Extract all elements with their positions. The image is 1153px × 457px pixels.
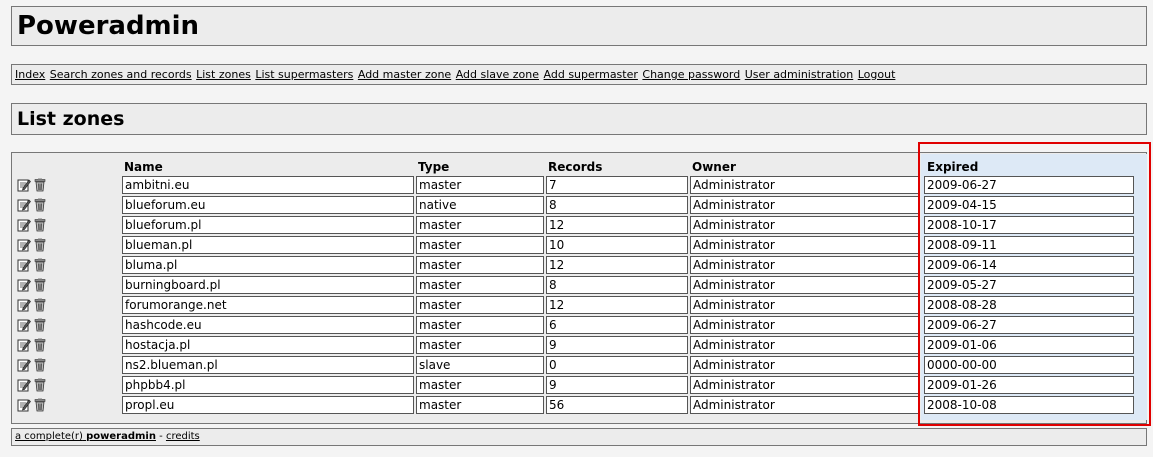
zone-type: master (416, 256, 544, 274)
zone-expired: 2009-04-15 (924, 196, 1134, 214)
edit-icon[interactable] (17, 218, 31, 232)
zone-expired: 2008-08-28 (924, 296, 1134, 314)
zone-expired: 2008-10-17 (924, 216, 1134, 234)
zone-name[interactable]: ambitni.eu (122, 176, 414, 194)
footer-credits-link[interactable]: credits (165, 431, 200, 442)
zone-type: master (416, 296, 544, 314)
table-row (17, 256, 1134, 274)
header-actions (17, 157, 120, 174)
zone-type: slave (416, 356, 544, 374)
zone-type: master (416, 336, 544, 354)
footer-poweradmin-link[interactable] (15, 431, 156, 442)
zone-type: master (416, 276, 544, 294)
zone-expired: 2008-09-11 (924, 236, 1134, 254)
zone-expired: 0000-00-00 (924, 356, 1134, 374)
table-row (17, 176, 1134, 194)
delete-icon[interactable] (33, 378, 47, 392)
zone-records: 9 (546, 376, 688, 394)
zone-type: master (416, 236, 544, 254)
zone-owner: Administrator (690, 396, 920, 414)
header-name: Name (124, 160, 163, 174)
table-row (17, 376, 1134, 394)
delete-icon[interactable] (33, 298, 47, 312)
row-actions (17, 256, 120, 274)
app-header (11, 6, 1147, 46)
zone-name[interactable]: propl.eu (122, 396, 414, 414)
menu-list-zones[interactable]: List zones (196, 68, 251, 81)
zone-owner: Administrator (690, 336, 920, 354)
zone-records: 9 (546, 336, 688, 354)
delete-icon[interactable] (33, 278, 47, 292)
zones-table-body (17, 176, 1134, 414)
delete-icon[interactable] (33, 318, 47, 332)
edit-icon[interactable] (17, 358, 31, 372)
zone-owner: Administrator (690, 376, 920, 394)
zone-owner: Administrator (690, 276, 920, 294)
zone-name[interactable]: blueman.pl (122, 236, 414, 254)
zone-name[interactable]: blueforum.pl (122, 216, 414, 234)
menu-add-supermaster[interactable]: Add supermaster (543, 68, 638, 81)
row-actions (17, 316, 120, 334)
zone-records: 10 (546, 236, 688, 254)
row-actions (17, 336, 120, 354)
edit-icon[interactable] (17, 198, 31, 212)
zone-records: 8 (546, 276, 688, 294)
header-records: Records (548, 160, 603, 174)
zone-name[interactable]: bluma.pl (122, 256, 414, 274)
zone-name[interactable]: hashcode.eu (122, 316, 414, 334)
edit-icon[interactable] (17, 278, 31, 292)
footer-prefix: a complete(r) (15, 431, 83, 442)
main-menu (11, 64, 1147, 85)
header-type: Type (418, 160, 450, 174)
edit-icon[interactable] (17, 258, 31, 272)
zone-type: master (416, 376, 544, 394)
table-row (17, 316, 1134, 334)
app-title: Poweradmin (17, 11, 200, 41)
zone-type: master (416, 316, 544, 334)
edit-icon[interactable] (17, 178, 31, 192)
table-header-row (17, 157, 1134, 174)
zone-type: master (416, 176, 544, 194)
menu-add-master-zone[interactable]: Add master zone (357, 68, 452, 81)
menu-search-zones[interactable]: Search zones and records (49, 68, 192, 81)
delete-icon[interactable] (33, 198, 47, 212)
zone-owner: Administrator (690, 316, 920, 334)
row-actions (17, 296, 120, 314)
delete-icon[interactable] (33, 178, 47, 192)
zone-records: 0 (546, 356, 688, 374)
zone-owner: Administrator (690, 256, 920, 274)
edit-icon[interactable] (17, 378, 31, 392)
delete-icon[interactable] (33, 238, 47, 252)
table-row (17, 196, 1134, 214)
table-row (17, 236, 1134, 254)
menu-change-password[interactable]: Change password (642, 68, 741, 81)
zone-name[interactable]: ns2.blueman.pl (122, 356, 414, 374)
edit-icon[interactable] (17, 238, 31, 252)
table-row (17, 296, 1134, 314)
delete-icon[interactable] (33, 218, 47, 232)
edit-icon[interactable] (17, 338, 31, 352)
zone-name[interactable]: forumorange.net (122, 296, 414, 314)
zone-expired: 2009-05-27 (924, 276, 1134, 294)
zone-records: 12 (546, 296, 688, 314)
table-row (17, 336, 1134, 354)
zone-expired: 2009-01-26 (924, 376, 1134, 394)
header-owner: Owner (692, 160, 736, 174)
footer-brand: poweradmin (86, 431, 156, 442)
page-title: List zones (17, 108, 125, 130)
footer-separator: - (155, 431, 166, 442)
section-header (11, 103, 1147, 135)
row-actions (17, 376, 120, 394)
zone-type: master (416, 396, 544, 414)
zone-records: 8 (546, 196, 688, 214)
menu-user-administration[interactable]: User administration (744, 68, 854, 81)
row-actions (17, 196, 120, 214)
zone-owner: Administrator (690, 216, 920, 234)
zone-records: 7 (546, 176, 688, 194)
footer (11, 428, 1147, 446)
zone-name[interactable]: phpbb4.pl (122, 376, 414, 394)
delete-icon[interactable] (33, 338, 47, 352)
zone-owner: Administrator (690, 356, 920, 374)
row-actions (17, 236, 120, 254)
zone-name[interactable]: blueforum.eu (122, 196, 414, 214)
table-row (17, 356, 1134, 374)
edit-icon[interactable] (17, 318, 31, 332)
zone-name[interactable]: burningboard.pl (122, 276, 414, 294)
zone-records: 56 (546, 396, 688, 414)
delete-icon[interactable] (33, 358, 47, 372)
zone-expired: 2009-06-27 (924, 176, 1134, 194)
row-actions (17, 216, 120, 234)
header-expired: Expired (927, 160, 979, 174)
zone-expired: 2009-06-27 (924, 316, 1134, 334)
zone-expired: 2009-06-14 (924, 256, 1134, 274)
zone-type: master (416, 216, 544, 234)
delete-icon[interactable] (33, 398, 47, 412)
table-row (17, 276, 1134, 294)
zone-expired: 2008-10-08 (924, 396, 1134, 414)
table-row (17, 396, 1134, 414)
row-actions (17, 176, 120, 194)
table-row (17, 216, 1134, 234)
menu-list-supermasters[interactable]: List supermasters (255, 68, 354, 81)
row-actions (17, 356, 120, 374)
zone-name[interactable]: hostacja.pl (122, 336, 414, 354)
zone-expired: 2009-01-06 (924, 336, 1134, 354)
zone-owner: Administrator (690, 196, 920, 214)
row-actions (17, 276, 120, 294)
zone-type: native (416, 196, 544, 214)
zone-owner: Administrator (690, 296, 920, 314)
menu-logout[interactable]: Logout (857, 68, 896, 81)
zone-owner: Administrator (690, 176, 920, 194)
row-actions (17, 396, 120, 414)
delete-icon[interactable] (33, 258, 47, 272)
menu-index[interactable]: Index (15, 68, 46, 81)
edit-icon[interactable] (17, 298, 31, 312)
menu-add-slave-zone[interactable]: Add slave zone (455, 68, 540, 81)
zone-records: 12 (546, 256, 688, 274)
edit-icon[interactable] (17, 398, 31, 412)
zone-records: 12 (546, 216, 688, 234)
zones-table (15, 155, 1136, 416)
zone-records: 6 (546, 316, 688, 334)
zone-owner: Administrator (690, 236, 920, 254)
